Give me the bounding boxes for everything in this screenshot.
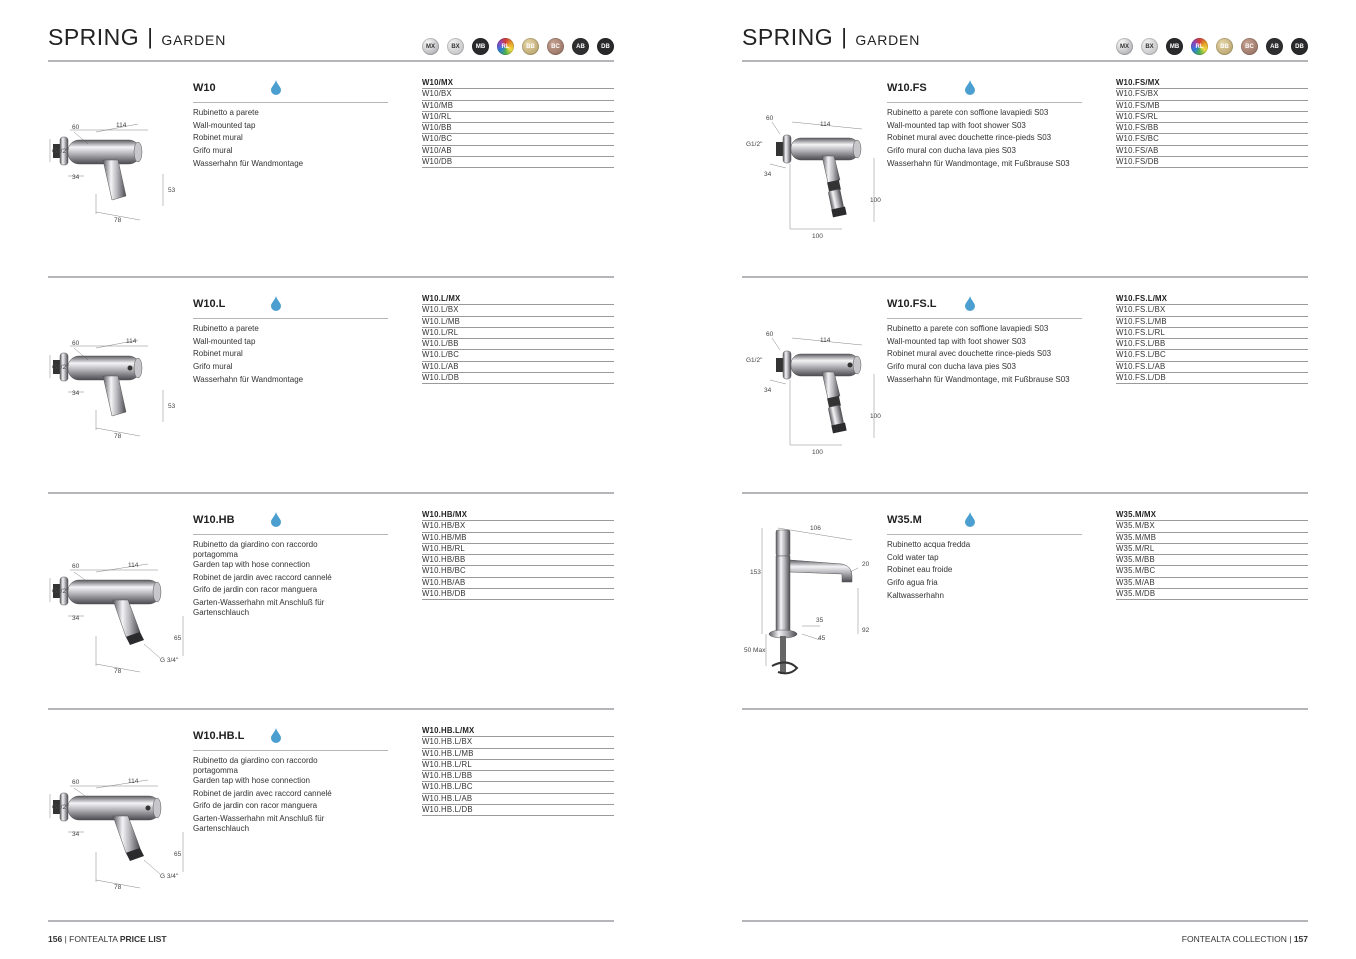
dim-depth: 34 xyxy=(72,174,80,181)
dim-depth: 34 xyxy=(764,387,772,394)
product-model: W10.L xyxy=(193,298,388,319)
article-code-list xyxy=(1116,294,1308,384)
product-model: W10.HB.L xyxy=(193,730,388,751)
product-section-w35m xyxy=(742,494,1308,710)
dim-spout: 53 xyxy=(168,187,176,194)
article-code: W10.HB/MB xyxy=(422,533,614,544)
finish-swatch-bx: BX xyxy=(1141,38,1158,55)
tap-drawing xyxy=(48,300,188,480)
article-code: W10/MB xyxy=(422,101,614,112)
technical-drawing xyxy=(48,732,188,912)
product-description: Rubinetto a parete Wall-mounted tap Robinet mural Grifo mural Wasserhahn für Wandmontage xyxy=(193,108,304,168)
article-code: W10.FS.L/BC xyxy=(1116,350,1308,361)
dim-height: 60 xyxy=(72,779,80,786)
article-code-list xyxy=(422,294,614,384)
dim-length: 78 xyxy=(114,884,122,891)
dim-thread: G1/2" xyxy=(746,141,763,148)
water-drop-icon xyxy=(271,80,281,95)
dim-length: 100 xyxy=(812,233,823,240)
water-drop-icon xyxy=(271,512,281,527)
finish-swatch-db: DB xyxy=(1291,38,1308,55)
footer-brand: FONTEALTA xyxy=(1181,934,1231,944)
article-code: W10.FS.L/BX xyxy=(1116,305,1308,316)
dim-depth: 34 xyxy=(764,171,772,178)
dim-thread: G1/2" xyxy=(52,588,69,595)
dim-depth: 34 xyxy=(72,831,80,838)
tap-drawing xyxy=(742,84,882,264)
article-code: W35.M/BX xyxy=(1116,521,1308,532)
article-code: W10.HB.L/AB xyxy=(422,794,614,805)
dim-spout: 65 xyxy=(174,635,182,642)
article-code: W10.L/AB xyxy=(422,362,614,373)
article-code: W10.FS.L/RL xyxy=(1116,328,1308,339)
finish-swatch-mb: MB xyxy=(472,38,489,55)
tap-drawing xyxy=(742,300,882,480)
technical-drawing xyxy=(48,84,188,264)
page-footer: 156 | FONTEALTA PRICE LIST xyxy=(48,920,614,944)
article-code-list xyxy=(422,510,614,600)
left-page xyxy=(48,0,614,959)
water-drop-icon xyxy=(965,296,975,311)
technical-drawing xyxy=(742,300,882,480)
article-code: W10.HB.L/MB xyxy=(422,749,614,760)
article-code: W10.FS/BC xyxy=(1116,134,1308,145)
article-code: W10.L/BC xyxy=(422,350,614,361)
article-code: W10.HB.L/BX xyxy=(422,737,614,748)
article-code-list xyxy=(422,726,614,816)
technical-drawing xyxy=(742,84,882,264)
dim-base: 35 xyxy=(816,617,824,624)
dim-depth: 34 xyxy=(72,615,80,622)
dim-spout: 53 xyxy=(168,403,176,410)
product-section-w10fs xyxy=(742,62,1308,278)
dim-height: 60 xyxy=(72,563,80,570)
article-code: W10.FS.L/AB xyxy=(1116,362,1308,373)
article-code: W10.FS.L/DB xyxy=(1116,373,1308,384)
article-code: W10/BX xyxy=(422,89,614,100)
dim-width: 114 xyxy=(128,562,139,569)
article-code-list xyxy=(1116,78,1308,168)
finish-swatch-bb: BB xyxy=(522,38,539,55)
article-code: W10.FS.L/BB xyxy=(1116,339,1308,350)
dim-width: 106 xyxy=(810,525,821,532)
product-section-w10hb xyxy=(48,494,614,710)
article-code: W10.L/BX xyxy=(422,305,614,316)
dim-length: 78 xyxy=(114,668,122,675)
water-drop-icon xyxy=(271,728,281,743)
technical-drawing xyxy=(48,300,188,480)
article-code-list xyxy=(422,78,614,168)
dim-spout-height: 20 xyxy=(862,561,870,568)
product-description: Rubinetto a parete con soffione lavapiedi S03 Wall-mounted tap with foot shower S03 Robinet mural avec douchette rince-pieds S03 Grifo mural con ducha lava pies S03 Wasserhahn für Wandmontage, mit Fußbrause S03 xyxy=(887,108,1070,168)
article-code: W10.HB/AB xyxy=(422,578,614,589)
article-code: W10.FS.L/MB xyxy=(1116,317,1308,328)
product-description: Rubinetto da giardino con raccordo portagomma Garden tap with hose connection Robinet de jardin avec raccord cannelé Grifo de jardin con racor manguera Garten-Wasserhahn mit Anschluß für Gartenschlauch xyxy=(193,540,332,618)
water-drop-icon xyxy=(271,296,281,311)
article-code: W10.L/MX xyxy=(422,294,614,305)
article-code: W10.HB.L/MX xyxy=(422,726,614,737)
finish-swatch-bc: BC xyxy=(1241,38,1258,55)
dim-thread: G1/2" xyxy=(52,148,69,155)
dim-shower-height: 100 xyxy=(870,197,881,204)
product-info xyxy=(193,730,388,834)
footer-label: COLLECTION xyxy=(1232,934,1287,944)
dim-width: 114 xyxy=(820,337,831,344)
dim-height: 60 xyxy=(766,115,774,122)
finish-swatches xyxy=(422,38,614,55)
dim-length: 100 xyxy=(812,449,823,456)
article-code: W35.M/BB xyxy=(1116,555,1308,566)
dim-hose-thread: G 3/4" xyxy=(160,657,179,664)
tap-drawing xyxy=(48,516,188,696)
dim-reach: 92 xyxy=(862,627,870,634)
product-info xyxy=(887,82,1082,171)
dim-thread: G1/2" xyxy=(52,364,69,371)
article-code: W35.M/MB xyxy=(1116,533,1308,544)
article-code: W10.HB/BC xyxy=(422,566,614,577)
product-section-w10 xyxy=(48,62,614,278)
article-code: W10.FS/RL xyxy=(1116,112,1308,123)
product-model: W10.FS.L xyxy=(887,298,1082,319)
article-code: W10/BC xyxy=(422,134,614,145)
dim-length: 78 xyxy=(114,217,122,224)
dim-height: 153 xyxy=(750,569,761,576)
tap-drawing xyxy=(48,732,188,912)
product-description: Rubinetto acqua fredda Cold water tap Robinet eau froide Grifo agua fria Kaltwasserhahn xyxy=(887,540,971,600)
article-code: W35.M/BC xyxy=(1116,566,1308,577)
article-code: W10.FS/AB xyxy=(1116,146,1308,157)
product-description: Rubinetto a parete con soffione lavapiedi S03 Wall-mounted tap with foot shower S03 Robinet mural avec douchette rince-pieds S03 Grifo mural con ducha lava pies S03 Wasserhahn für Wandmontage, mit Fußbrause S03 xyxy=(887,324,1070,384)
article-code: W10.FS/MB xyxy=(1116,101,1308,112)
article-code: W10.HB/DB xyxy=(422,589,614,600)
article-code: W35.M/DB xyxy=(1116,589,1308,600)
product-model: W10.FS xyxy=(887,82,1082,103)
article-code: W10.HB.L/BB xyxy=(422,771,614,782)
dim-thread: G1/2" xyxy=(746,357,763,364)
technical-drawing xyxy=(742,516,882,696)
dim-deck-thickness: 50 Max xyxy=(744,647,766,654)
product-description: Rubinetto da giardino con raccordo portagomma Garden tap with hose connection Robinet de jardin avec raccord cannelé Grifo de jardin con racor manguera Garten-Wasserhahn mit Anschluß für Gartenschlauch xyxy=(193,756,332,834)
article-code: W10.FS/BX xyxy=(1116,89,1308,100)
product-section-w10hbl xyxy=(48,710,614,926)
article-code: W10.HB.L/DB xyxy=(422,805,614,816)
article-code: W35.M/RL xyxy=(1116,544,1308,555)
product-info xyxy=(193,298,388,387)
page-number: 157 xyxy=(1293,934,1308,944)
dim-length: 78 xyxy=(114,433,122,440)
tap-drawing xyxy=(742,516,882,696)
product-info xyxy=(193,82,388,171)
finish-swatch-ab: AB xyxy=(572,38,589,55)
series-title: SPRING | GARDEN xyxy=(48,24,227,50)
product-info xyxy=(887,514,1082,603)
article-code: W10.L/DB xyxy=(422,373,614,384)
finish-swatch-bb: BB xyxy=(1216,38,1233,55)
article-code: W10.HB/BX xyxy=(422,521,614,532)
dim-width: 114 xyxy=(128,778,139,785)
footer-brand: FONTEALTA xyxy=(69,934,118,944)
product-model: W10 xyxy=(193,82,388,103)
finish-swatch-ab: AB xyxy=(1266,38,1283,55)
dim-spout: 65 xyxy=(174,851,182,858)
footer-label: PRICE LIST xyxy=(119,934,167,944)
article-code: W10.FS.L/MX xyxy=(1116,294,1308,305)
product-description: Rubinetto a parete Wall-mounted tap Robinet mural Grifo mural Wasserhahn für Wandmontage xyxy=(193,324,304,384)
article-code: W10.HB/RL xyxy=(422,544,614,555)
product-info xyxy=(193,514,388,618)
article-code: W10.HB/BB xyxy=(422,555,614,566)
finish-swatch-rl: RL xyxy=(497,38,514,55)
finish-swatch-mx: MX xyxy=(422,38,439,55)
finish-swatch-mx: MX xyxy=(1116,38,1133,55)
dim-base-diameter: 45 xyxy=(818,635,826,642)
article-code: W10.HB/MX xyxy=(422,510,614,521)
dim-depth: 34 xyxy=(72,390,80,397)
article-code: W10.L/RL xyxy=(422,328,614,339)
article-code: W35.M/MX xyxy=(1116,510,1308,521)
dim-shower-height: 100 xyxy=(870,413,881,420)
article-code: W10.FS/MX xyxy=(1116,78,1308,89)
article-code: W10.FS/BB xyxy=(1116,123,1308,134)
series-title: SPRING | GARDEN xyxy=(742,24,921,50)
dim-height: 60 xyxy=(766,331,774,338)
product-model: W35.M xyxy=(887,514,1082,535)
page-footer: FONTEALTA COLLECTION | 157 xyxy=(742,920,1308,944)
product-section-w10l xyxy=(48,278,614,494)
page-number: 156 xyxy=(48,934,63,944)
tap-drawing xyxy=(48,84,188,264)
water-drop-icon xyxy=(965,512,975,527)
article-code: W10.HB.L/BC xyxy=(422,782,614,793)
finish-swatches xyxy=(1116,38,1308,55)
finish-swatch-bc: BC xyxy=(547,38,564,55)
article-code: W10/DB xyxy=(422,157,614,168)
product-section-w10fsl xyxy=(742,278,1308,494)
technical-drawing xyxy=(48,516,188,696)
finish-swatch-mb: MB xyxy=(1166,38,1183,55)
article-code: W10.FS/DB xyxy=(1116,157,1308,168)
right-page xyxy=(742,0,1308,959)
dim-height: 60 xyxy=(72,124,80,131)
dim-width: 114 xyxy=(116,122,127,129)
article-code: W10.L/MB xyxy=(422,317,614,328)
finish-swatch-db: DB xyxy=(597,38,614,55)
page-header xyxy=(48,22,614,62)
product-model: W10.HB xyxy=(193,514,388,535)
article-code: W10.L/BB xyxy=(422,339,614,350)
article-code-list xyxy=(1116,510,1308,600)
finish-swatch-bx: BX xyxy=(447,38,464,55)
dim-height: 60 xyxy=(72,340,80,347)
water-drop-icon xyxy=(965,80,975,95)
finish-swatch-rl: RL xyxy=(1191,38,1208,55)
dim-width: 114 xyxy=(820,121,831,128)
article-code: W10/AB xyxy=(422,146,614,157)
article-code: W10/BB xyxy=(422,123,614,134)
article-code: W35.M/AB xyxy=(1116,578,1308,589)
dim-thread: G1/2" xyxy=(52,804,69,811)
article-code: W10.HB.L/RL xyxy=(422,760,614,771)
dim-width: 114 xyxy=(126,338,137,345)
dim-hose-thread: G 3/4" xyxy=(160,873,179,880)
article-code: W10/RL xyxy=(422,112,614,123)
article-code: W10/MX xyxy=(422,78,614,89)
page-header xyxy=(742,22,1308,62)
product-info xyxy=(887,298,1082,387)
